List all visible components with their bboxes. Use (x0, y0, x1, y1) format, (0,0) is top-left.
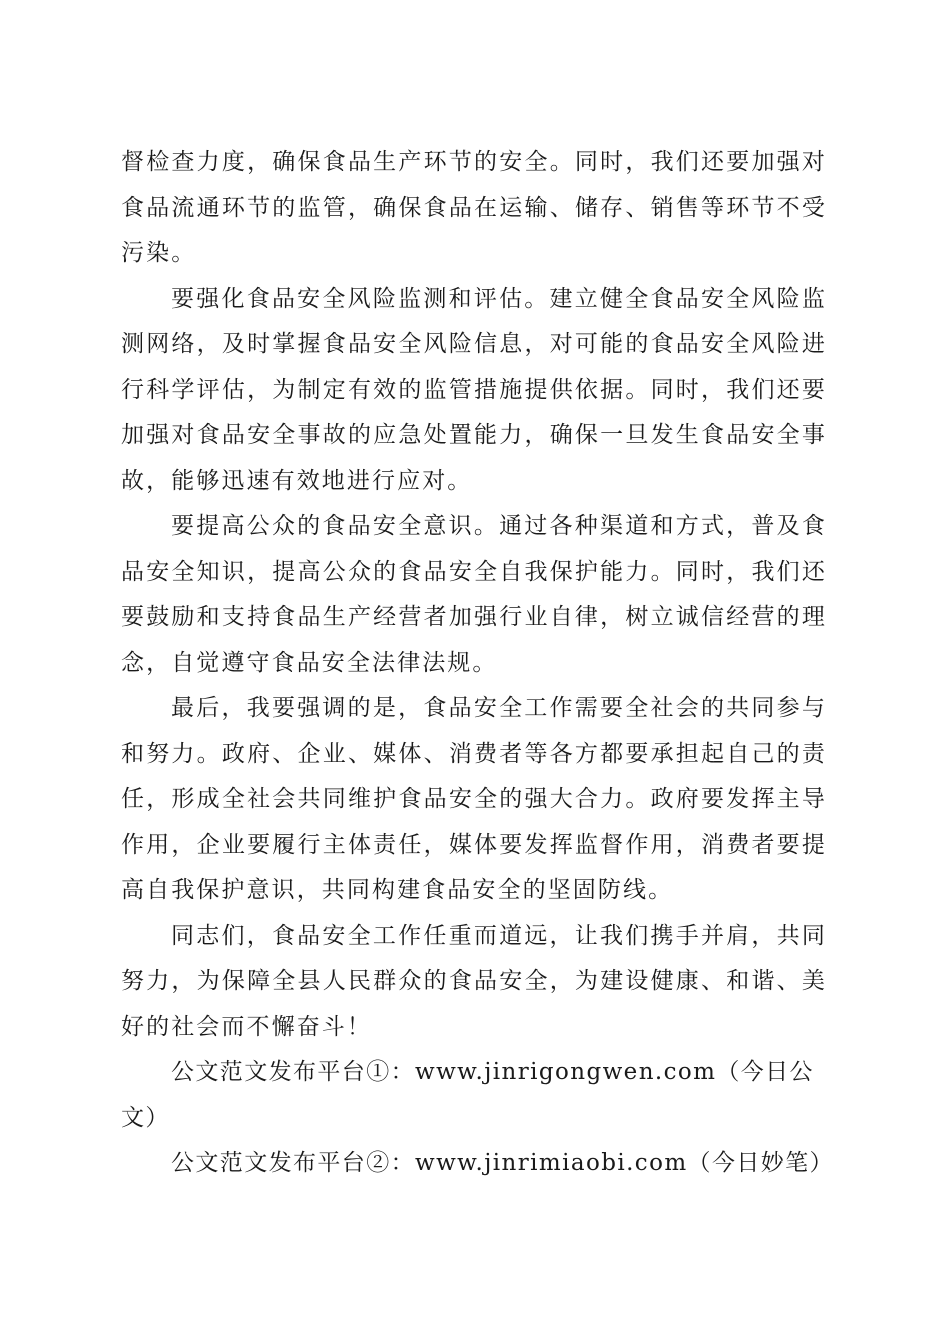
footer-platform-1: 公文范文发布平台①：www.jinrigongwen.com（今日公文） (121, 1059, 814, 1131)
footer-platform-2: 公文范文发布平台②：www.jinrimiaobi.com（今日妙笔） (171, 1150, 834, 1176)
paragraph-continued-supervision: 督检查力度，确保食品生产环节的安全。同时，我们还要加强对食品流通环节的监管，确保食品在运输、储存、销售等环节不受污染。 (121, 149, 827, 266)
paragraph-joint-effort: 最后，我要强调的是，食品安全工作需要全社会的共同参与和努力。政府、企业、媒体、消费者等各方都要承担起自己的责任，形成全社会共同维护食品安全的强大合力。政府要发挥主导作用，企业要履行主体责任，媒体要发挥监督作用，消费者要提高自我保护意识，共同构建食品安全的坚固防线。 (121, 695, 827, 903)
paragraph-public-awareness: 要提高公众的食品安全意识。通过各种渠道和方式，普及食品安全知识，提高公众的食品安全自我保护能力。同时，我们还要鼓励和支持食品生产经营者加强行业自律，树立诚信经营的理念，自觉遵守食品安全法律法规。 (121, 513, 827, 676)
paragraph-closing-call: 同志们，食品安全工作任重而道远，让我们携手并肩，共同努力，为保障全县人民群众的食品安全，为建设健康、和谐、美好的社会而不懈奋斗！ (121, 922, 827, 1040)
paragraph-risk-monitoring: 要强化食品安全风险监测和评估。建立健全食品安全风险监测网络，及时掌握食品安全风险信息，对可能的食品安全风险进行科学评估，为制定有效的监管措施提供依据。同时，我们还要加强对食品安全事故的应急处置能力，确保一旦发生食品安全事故，能够迅速有效地进行应对。 (121, 285, 827, 494)
document-body (121, 140, 834, 1187)
